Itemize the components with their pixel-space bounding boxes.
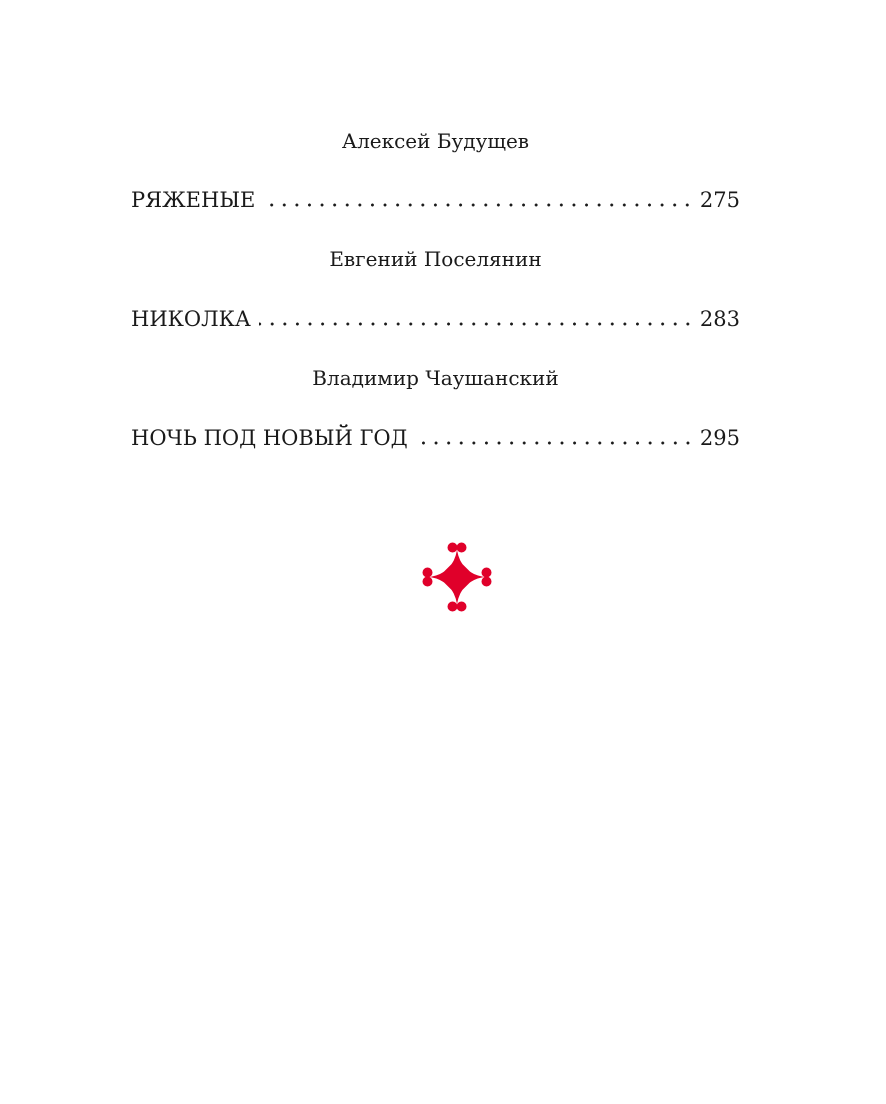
toc-entry[interactable]	[131, 425, 740, 451]
dot-leader	[416, 441, 694, 445]
entry-page-number: 283	[699, 307, 740, 331]
author-name: Владимир Чаушанский	[312, 366, 559, 390]
entry-title: РЯЖЕНЫЕ	[131, 188, 256, 212]
dot-leader	[259, 322, 694, 326]
entry-page-number: 275	[699, 188, 740, 212]
entry-title: НОЧЬ ПОД НОВЫЙ ГОД	[131, 426, 408, 450]
toc-entry[interactable]	[131, 187, 740, 213]
red-cross-ornament-icon	[420, 540, 494, 614]
author-name: Алексей Будущев	[341, 129, 530, 153]
entry-page-number: 295	[699, 426, 740, 450]
dot-leader	[263, 203, 694, 207]
author-name: Евгений Поселянин	[329, 247, 542, 271]
toc-entry[interactable]	[131, 306, 740, 332]
entry-title: НИКОЛКА	[131, 307, 251, 331]
